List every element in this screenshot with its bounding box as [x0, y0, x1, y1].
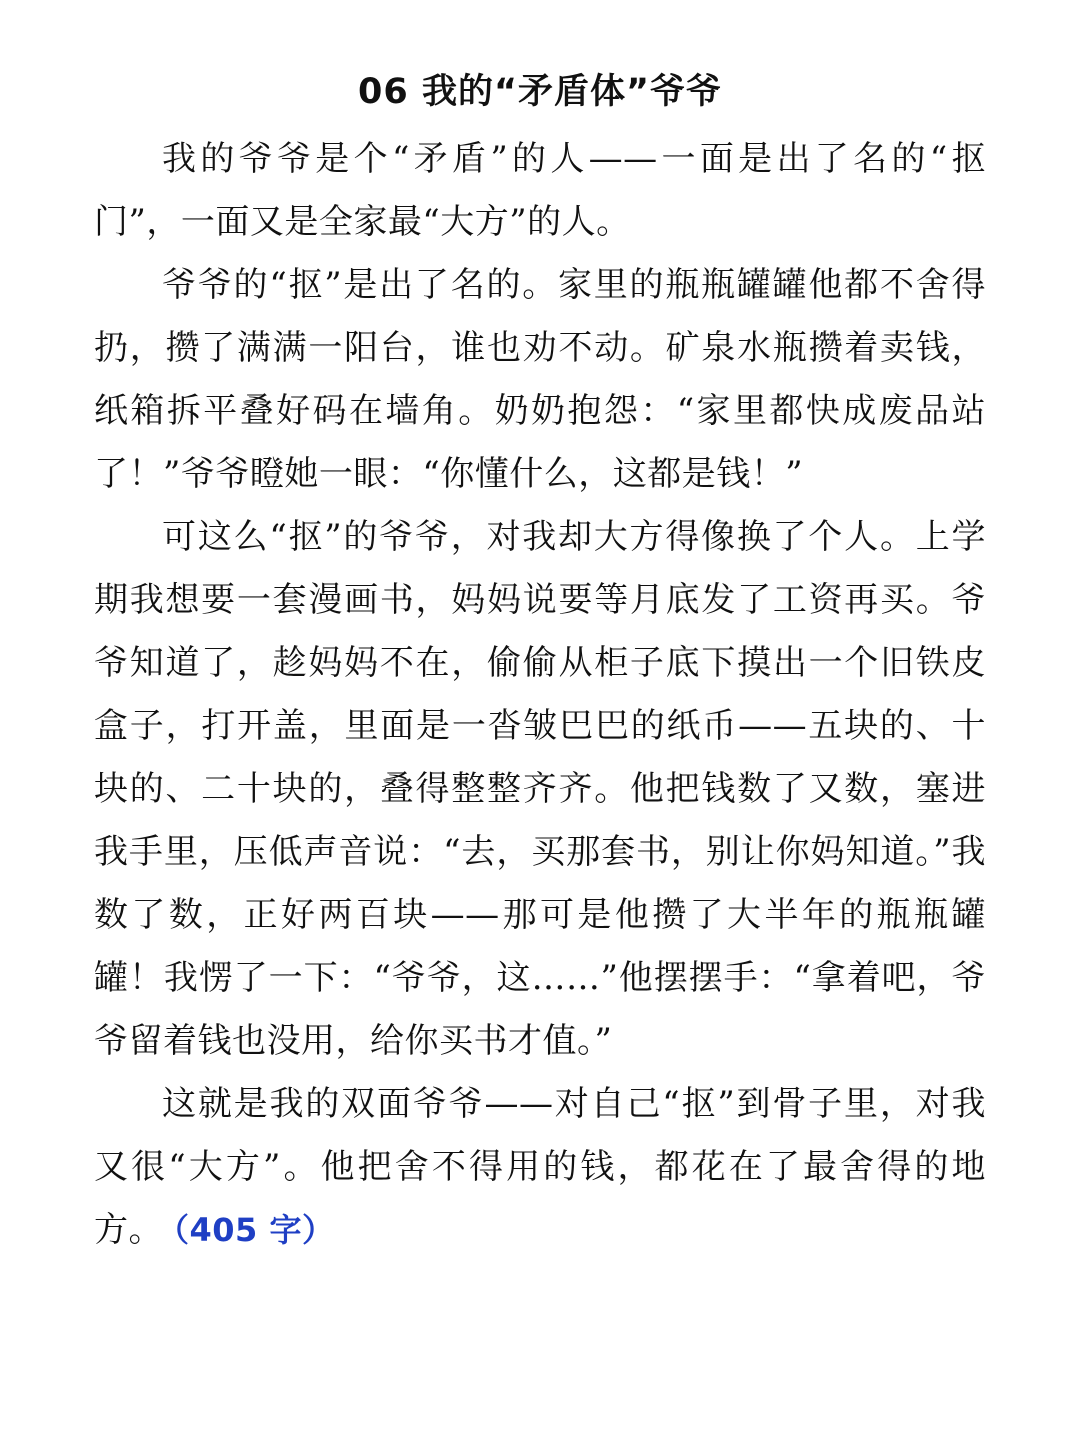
paragraph-4 [94, 1073, 986, 1262]
paragraph-1: 我的爷爷是个“矛盾”的人——一面是出了名的“抠门”，一面又是全家最“大方”的人。 [94, 139, 986, 242]
document-page [94, 66, 986, 1262]
paragraph-4-text: 这就是我的双面爷爷——对自己“抠”到骨子里，对我又很“大方”。他把舍不得用的钱，都花在了最舍得的地方。 [94, 1084, 986, 1250]
paragraph-3: 可这么“抠”的爷爷，对我却大方得像换了个人。上学期我想要一套漫画书，妈妈说要等月底发了工资再买。爷爷知道了，趁妈妈不在，偷偷从柜子底下摸出一个旧铁皮盒子，打开盖，里面是一沓皱巴巴的纸币——五块的、十块的、二十块的，叠得整整齐齐。他把钱数了又数，塞进我手里，压低声音说：“去，买那套书，别让你妈知道。”我数了数，正好两百块——那可是他攒了大半年的瓶瓶罐罐！我愣了一下：“爷爷，这……”他摆摆手：“拿着吧，爷爷留着钱也没用，给你买书才值。” [94, 517, 986, 1061]
word-count: （405 字） [173, 1211, 335, 1249]
essay-body [94, 128, 986, 1262]
paragraph-2: 爷爷的“抠”是出了名的。家里的瓶瓶罐罐他都不舍得扔，攒了满满一阳台，谁也劝不动。矿泉水瓶攒着卖钱，纸箱拆平叠好码在墙角。奶奶抱怨：“家里都快成废品站了！”爷爷瞪她一眼：“你懂什么，这都是钱！” [94, 265, 986, 494]
essay-title: 06 我的“矛盾体”爷爷 [358, 72, 722, 112]
